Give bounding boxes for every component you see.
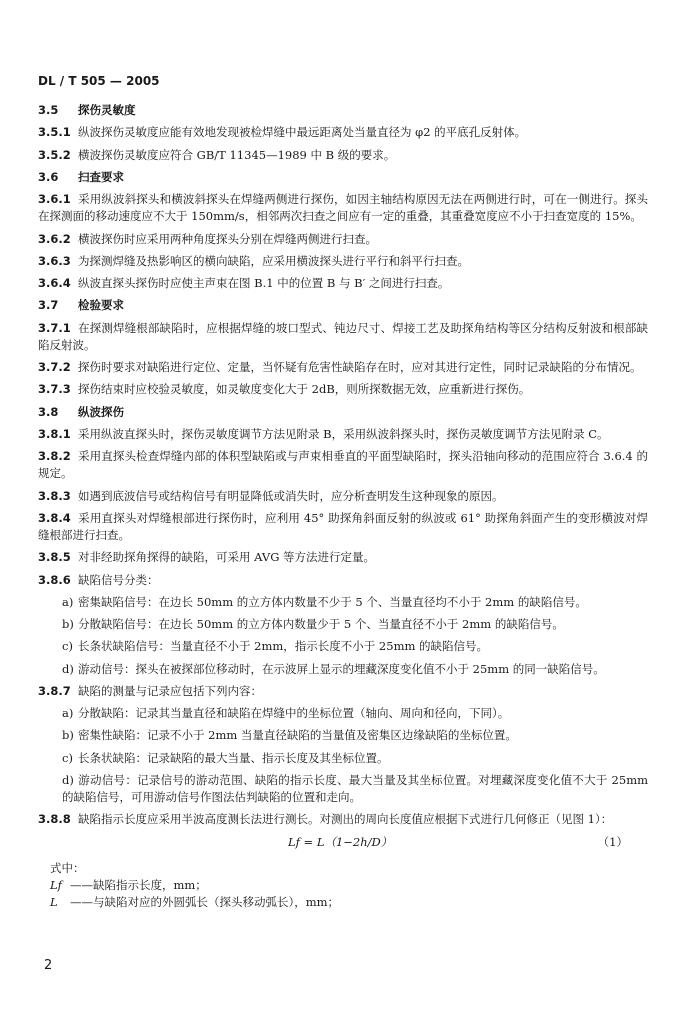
clause-number: 3.6.2: [38, 231, 71, 246]
list-item-label: a): [62, 706, 74, 720]
section-heading: [38, 404, 648, 421]
clause-number: 3.5.2: [38, 147, 71, 162]
section-title: 检验要求: [78, 298, 124, 313]
clause-number: 3.8.3: [38, 488, 71, 503]
clause-text: 在探测焊缝根部缺陷时，应根据焊缝的坡口型式、钝边尺寸、焊接工艺及助探角结构等区分结构反射波和根部缺陷反射波。: [38, 320, 648, 352]
section-number: 3.5: [38, 103, 59, 117]
clause-text: 如遇到底波信号或结构信号有明显降低或消失时，应分析查明发生这种现象的原因。: [78, 488, 504, 503]
list-item-text: 长条状缺陷信号：当量直径不小于 2mm，指示长度不小于 25mm 的缺陷信号。: [78, 639, 489, 654]
clause-number: 3.8.2: [38, 449, 71, 463]
definition-symbol: L: [50, 895, 58, 909]
clause-text: 缺陷信号分类：: [78, 572, 159, 587]
section-number: 3.8: [38, 404, 59, 419]
clause: [38, 488, 648, 505]
clause-number: 3.8.1: [38, 426, 71, 441]
definition-row: [50, 877, 648, 894]
clause: [38, 572, 648, 589]
list-item: [62, 594, 648, 611]
clause-number: 3.8.8: [38, 812, 71, 827]
section-number: 3.7: [38, 298, 59, 313]
section-title: 探伤灵敏度: [78, 103, 136, 117]
clause-number: 3.6.4: [38, 276, 71, 290]
clause: [38, 510, 648, 545]
section-title: 扫查要求: [78, 169, 124, 184]
list-item-text: 密集缺陷信号：在边长 50mm 的立方体内数量不少于 5 个、当量直径均不小于 2mm 的缺陷信号。: [78, 594, 587, 609]
clause: [38, 275, 648, 292]
list-item: [62, 727, 648, 744]
symbol-definitions: [50, 860, 648, 912]
clause-text: 缺陷指示长度应采用半波高度测长法进行测长。对测出的周向长度值应根据下式进行几何修正（见图 1）：: [78, 812, 613, 827]
clause: [38, 426, 648, 443]
list-item: [62, 661, 648, 678]
page-number: 2: [44, 958, 53, 973]
list-item: [62, 772, 648, 807]
clause: [38, 359, 648, 376]
clause-number: 3.8.5: [38, 550, 71, 565]
definition-text: ——缺陷指示长度，mm；: [70, 877, 207, 892]
list-item-label: c): [62, 750, 73, 765]
clause-text: 探伤结束时应校验灵敏度，如灵敏度变化大于 2dB，则所探数据无效，应重新进行探伤。: [78, 382, 531, 397]
clause-number: 3.6.1: [38, 192, 71, 206]
list-item-text: 游动信号：记录信号的游动范围、缺陷的指示长度、最大当量及其坐标位置。对埋藏深度变化值不大于 25mm 的缺陷信号，可用游动信号作图法估判缺陷的位置和走向。: [62, 772, 648, 804]
list-item: [62, 638, 648, 655]
list-item-text: 分散缺陷：记录其当量直径和缺陷在焊缝中的坐标位置（轴向、周向和径向，下同）。: [78, 706, 510, 720]
list-item-label: b): [62, 617, 74, 631]
clause: [38, 191, 648, 226]
clause-text: 缺陷的测量与记录应包括下列内容：: [78, 683, 262, 698]
clause: [38, 811, 648, 828]
clause-number: 3.7.1: [38, 320, 71, 335]
list-item: [62, 705, 648, 722]
clause-text: 为探测焊缝及热影响区的横向缺陷，应采用横波探头进行平行和斜平行扫查。: [78, 253, 469, 268]
definition-text: ——与缺陷对应的外圆弧长（探头移动弧长），mm；: [70, 895, 340, 909]
section-heading: [38, 102, 648, 119]
equation-number: （1）: [597, 834, 628, 849]
section-title: 纵波探伤: [78, 404, 124, 419]
clause-text: 采用直探头检查焊缝内部的体积型缺陷或与声束相垂直的平面型缺陷时，探头沿轴向移动的范围应符合 3.6.4 的规定。: [38, 449, 648, 481]
clause-text: 纵波探伤灵敏度应能有效地发现被检焊缝中最远距离处当量直径为 φ2 的平底孔反射体。: [78, 125, 527, 140]
clause-text: 采用纵波斜探头和横波斜探头在焊缝两侧进行探伤，如因主轴结构原因无法在两侧进行时，可在一侧进行。探头在探测面的移动速度应不大于 150mm/s，相邻两次扫查之间应有一定的重叠，其重叠宽度应不小于扫查宽度的 15%。: [38, 192, 648, 224]
equation-expression: Lf = L（1−2h/D）: [288, 834, 393, 849]
clause-number: 3.8.6: [38, 572, 71, 587]
clause-number: 3.8.7: [38, 683, 71, 698]
definitions-lead: 式中：: [50, 860, 85, 875]
clause-text: 采用直探头对焊缝根部进行探伤时，应利用 45° 助探角斜面反射的纵波或 61° 助探角斜面产生的变形横波对焊缝根部进行扫查。: [38, 510, 648, 542]
list-item: [62, 616, 648, 633]
section-heading: [38, 297, 648, 314]
list-item-text: 密集性缺陷：记录不小于 2mm 当量直径缺陷的当量值及密集区边缘缺陷的坐标位置。: [78, 728, 517, 743]
list-item: [62, 750, 648, 767]
clause-text: 对非经助探角探得的缺陷，可采用 AVG 等方法进行定量。: [78, 550, 376, 565]
list-item-text: 长条状缺陷：记录缺陷的最大当量、指示长度及其坐标位置。: [78, 750, 389, 765]
equation: [38, 834, 648, 856]
list-item-label: c): [62, 639, 73, 654]
clause: [38, 124, 648, 141]
clause: [38, 448, 648, 483]
document-code: DL / T 505 — 2005: [38, 74, 160, 88]
clause-number: 3.7.2: [38, 360, 71, 374]
clause: [38, 683, 648, 700]
clause: [38, 381, 648, 398]
clause-text: 横波探伤时应采用两种角度探头分别在焊缝两侧进行扫查。: [78, 231, 377, 246]
clause: [38, 549, 648, 566]
clause: [38, 320, 648, 355]
list-item-text: 游动信号：探头在被探部位移动时，在示波屏上显示的埋藏深度变化值不小于 25mm 的同一缺陷信号。: [78, 661, 605, 676]
section-number: 3.6: [38, 169, 59, 184]
clause-number: 3.6.3: [38, 253, 71, 268]
list-item-label: a): [62, 594, 74, 609]
list-item-label: d): [62, 661, 74, 676]
clause-number: 3.7.3: [38, 382, 71, 397]
clause-text: 横波探伤灵敏度应符合 GB/T 11345—1989 中 B 级的要求。: [78, 147, 396, 162]
list-item-label: d): [62, 772, 74, 787]
clause: [38, 231, 648, 248]
definition-symbol: Lf: [50, 877, 62, 892]
clause-text: 采用纵波直探头时，探伤灵敏度调节方法见附录 B，采用纵波斜探头时，探伤灵敏度调节方法见附录 C。: [78, 426, 609, 441]
section-heading: [38, 169, 648, 186]
clause-number: 3.5.1: [38, 125, 71, 140]
document-body: [38, 102, 648, 915]
list-item-text: 分散缺陷信号：在边长 50mm 的立方体内数量少于 5 个、当量直径不小于 2mm 的缺陷信号。: [78, 617, 564, 631]
list-item-label: b): [62, 728, 74, 743]
clause: [38, 253, 648, 270]
clause-text: 探伤时要求对缺陷进行定位、定量，当怀疑有危害性缺陷存在时，应对其进行定性，同时记录缺陷的分布情况。: [78, 360, 642, 374]
clause: [38, 147, 648, 164]
definition-row: [50, 894, 648, 911]
clause-text: 纵波直探头探伤时应使主声束在图 B.1 中的位置 B 与 B′ 之间进行扫查。: [78, 276, 450, 290]
clause-number: 3.8.4: [38, 510, 71, 525]
